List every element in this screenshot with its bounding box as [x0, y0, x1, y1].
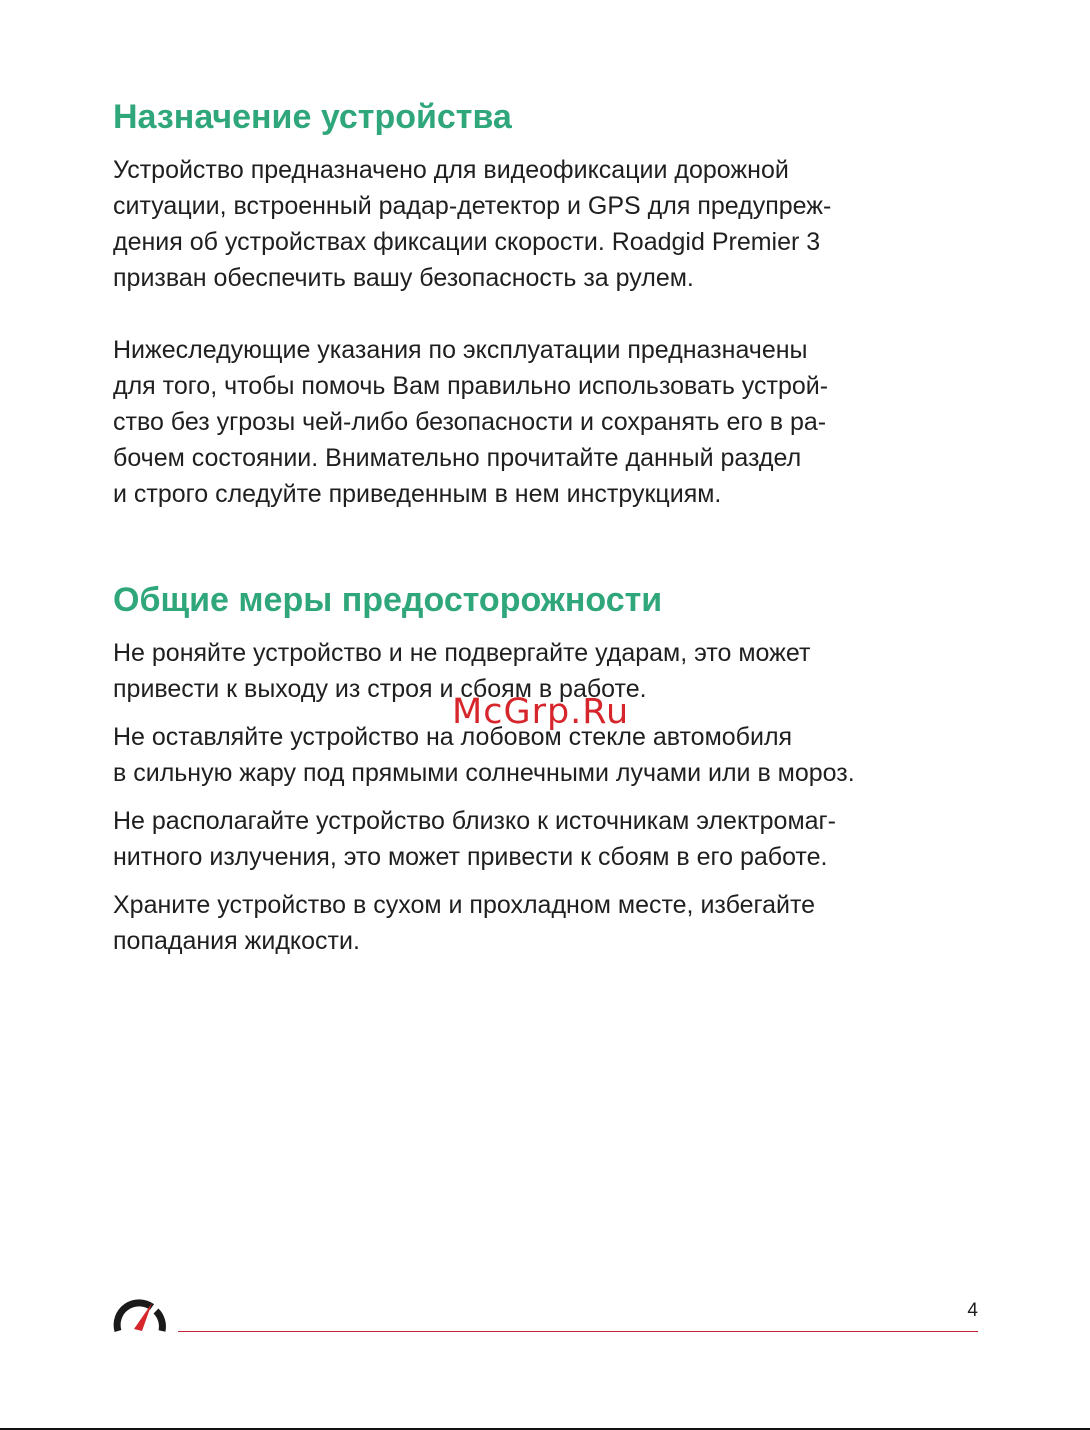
text-line: Храните устройство в сухом и прохладном месте, избегайте	[113, 891, 816, 919]
text-line: нитного излучения, это может привести к сбоям в его работе.	[113, 843, 828, 871]
text-line: дения об устройствах фиксации скорости. Roadgid Premier 3	[113, 228, 821, 256]
footer-divider	[178, 1331, 978, 1332]
text-line: Устройство предназначено для видеофиксации дорожной	[113, 156, 789, 184]
precaution-item-3	[113, 803, 993, 875]
text-line: Нижеследующие указания по эксплуатации предназначены	[113, 336, 808, 364]
text-line: попадания жидкости.	[113, 927, 360, 955]
text-line: привести к выходу из строя и сбоям в работе.	[113, 675, 647, 703]
text-line: для того, чтобы помочь Вам правильно использовать устрой-	[113, 372, 829, 400]
text-line: ситуации, встроенный радар-детектор и GPS для предупреж-	[113, 192, 832, 220]
page-content	[113, 95, 993, 971]
watermark-text: McGrp.Ru	[452, 692, 630, 732]
text-line: Не роняйте устройство и не подвергайте ударам, это может	[113, 639, 811, 667]
page-number: 4	[967, 1300, 978, 1321]
paragraph-purpose-1	[113, 152, 993, 296]
text-line: призван обеспечить вашу безопасность за рулем.	[113, 264, 694, 292]
paragraph-purpose-2	[113, 332, 993, 512]
speedometer-logo-icon	[112, 1297, 168, 1333]
section-heading-purpose: Назначение устройства	[113, 98, 512, 136]
text-line: в сильную жару под прямыми солнечными лучами или в мороз.	[113, 759, 855, 787]
text-line: ство без угрозы чей-либо безопасности и сохранять его в ра-	[113, 408, 827, 436]
text-line: Не располагайте устройство близко к источникам электромаг-	[113, 807, 836, 835]
text-line: бочем состоянии. Внимательно прочитайте данный раздел	[113, 444, 802, 472]
section-heading-precautions: Общие меры предосторожности	[113, 581, 663, 619]
text-line: Не оставляйте устройство на лобовом стекле автомобиля	[113, 723, 793, 751]
text-line: и строго следуйте приведенным в нем инструкциям.	[113, 480, 722, 508]
precaution-item-4	[113, 887, 993, 959]
